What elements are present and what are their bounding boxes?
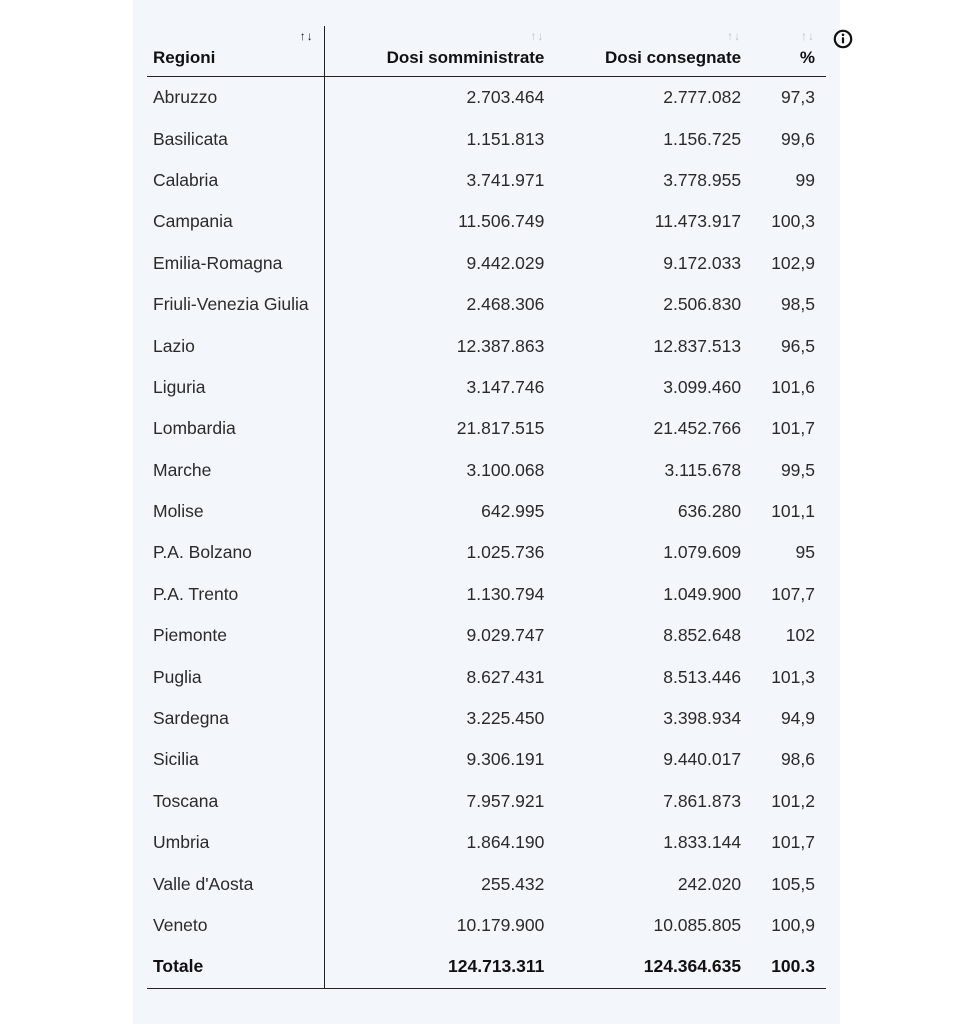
administered-cell: 9.442.029	[466, 252, 545, 273]
region-cell: Puglia	[147, 656, 324, 697]
table-row	[147, 698, 826, 739]
delivered-cell: 8.852.648	[663, 625, 742, 646]
administered-cell: 2.468.306	[466, 294, 545, 315]
table-row	[147, 739, 826, 780]
table-row	[147, 201, 826, 242]
total-delivered: 124.364.635	[544, 946, 741, 988]
percent-cell: 105,5	[771, 873, 815, 894]
percent-cell: 100,3	[771, 211, 815, 232]
administered-cell: 2.703.464	[466, 87, 545, 108]
percent-cell: 95	[795, 542, 815, 563]
administered-cell: 9.306.191	[466, 749, 545, 770]
administered-cell: 1.151.813	[466, 128, 545, 149]
administered-cell: 3.225.450	[466, 708, 545, 729]
region-cell: Piemonte	[147, 615, 324, 656]
percent-cell: 101,1	[771, 501, 815, 522]
percent-cell: 97,3	[780, 87, 815, 108]
delivered-cell: 9.172.033	[663, 252, 742, 273]
column-header-dosi-consegnate[interactable]	[544, 26, 741, 77]
table-row	[147, 615, 826, 656]
administered-cell: 642.995	[481, 501, 545, 522]
delivered-cell: 8.513.446	[663, 666, 742, 687]
administered-cell: 1.130.794	[466, 583, 545, 604]
region-cell: Sicilia	[147, 739, 324, 780]
table-row	[147, 408, 826, 449]
delivered-cell: 3.099.460	[663, 376, 742, 397]
region-cell: Liguria	[147, 367, 324, 408]
percent-cell: 102	[785, 625, 815, 646]
column-header-percent[interactable]	[741, 26, 826, 77]
table-total-row	[147, 946, 826, 988]
percent-cell: 102,9	[771, 252, 815, 273]
sort-icon[interactable]: ↑↓	[801, 29, 815, 43]
delivered-cell: 1.079.609	[663, 542, 742, 563]
administered-cell: 10.179.900	[456, 915, 545, 935]
administered-cell: 12.387.863	[456, 335, 545, 356]
delivered-cell: 10.085.805	[653, 915, 742, 935]
delivered-cell: 3.398.934	[663, 708, 742, 729]
column-header-dosi-somministrate[interactable]	[324, 26, 544, 77]
percent-cell: 98,6	[780, 749, 815, 770]
delivered-cell: 7.861.873	[663, 790, 742, 811]
table-row	[147, 781, 826, 822]
info-icon[interactable]	[833, 29, 853, 49]
table-row	[147, 822, 826, 863]
region-cell: Lombardia	[147, 408, 324, 449]
table-row	[147, 118, 826, 159]
administered-cell: 3.100.068	[466, 459, 545, 480]
delivered-cell: 12.837.513	[653, 335, 742, 356]
total-label: Totale	[147, 946, 324, 988]
region-cell: Valle d'Aosta	[147, 863, 324, 904]
percent-cell: 99,5	[780, 459, 815, 480]
table-row	[147, 574, 826, 615]
delivered-cell: 636.280	[677, 501, 742, 522]
region-cell: Calabria	[147, 160, 324, 201]
delivered-cell: 21.452.766	[653, 418, 742, 439]
percent-cell: 98,5	[780, 294, 815, 315]
delivered-cell: 1.833.144	[663, 832, 742, 853]
region-cell: Emilia-Romagna	[147, 243, 324, 284]
table-row	[147, 656, 826, 697]
column-header-label: %	[799, 48, 815, 67]
delivered-cell: 2.777.082	[663, 87, 742, 108]
table-row	[147, 160, 826, 201]
region-cell: Molise	[147, 491, 324, 532]
region-cell: Marche	[147, 450, 324, 491]
administered-cell: 3.147.746	[466, 376, 545, 397]
region-cell: Sardegna	[147, 698, 324, 739]
table-row	[147, 284, 826, 325]
percent-cell: 100,9	[771, 915, 815, 935]
sort-icon[interactable]: ↑↓	[727, 29, 742, 43]
table-body	[147, 77, 826, 989]
percent-cell: 96,5	[780, 335, 815, 356]
sort-icon[interactable]: ↑↓	[299, 29, 314, 43]
table-row	[147, 491, 826, 532]
vaccine-doses-table	[147, 26, 826, 989]
percent-cell: 99,6	[780, 128, 815, 149]
administered-cell: 8.627.431	[466, 666, 545, 687]
delivered-cell: 9.440.017	[663, 749, 742, 770]
region-cell: Toscana	[147, 781, 324, 822]
region-cell: Umbria	[147, 822, 324, 863]
administered-cell: 21.817.515	[456, 418, 545, 439]
percent-cell: 101,6	[771, 376, 815, 397]
table-row	[147, 450, 826, 491]
delivered-cell: 1.049.900	[663, 583, 742, 604]
region-cell: Campania	[147, 201, 324, 242]
administered-cell: 3.741.971	[466, 169, 545, 190]
delivered-cell: 1.156.725	[663, 128, 742, 149]
region-cell: Veneto	[147, 905, 324, 946]
percent-cell: 99	[795, 169, 815, 190]
percent-cell: 101,7	[771, 418, 815, 439]
percent-cell: 101,7	[771, 832, 815, 853]
column-header-label: Regioni	[153, 48, 216, 67]
table-row	[147, 863, 826, 904]
table-row	[147, 325, 826, 366]
column-header-regioni[interactable]	[147, 26, 324, 77]
total-percent: 100.3	[741, 946, 826, 988]
delivered-cell: 3.778.955	[663, 169, 742, 190]
percent-cell: 107,7	[771, 583, 815, 604]
table-row	[147, 243, 826, 284]
administered-cell: 1.864.190	[466, 832, 545, 853]
region-cell: P.A. Bolzano	[147, 532, 324, 573]
delivered-cell: 2.506.830	[663, 294, 742, 315]
region-cell: P.A. Trento	[147, 574, 324, 615]
table-row	[147, 77, 826, 119]
column-header-label: Dosi somministrate	[386, 48, 545, 67]
region-cell: Basilicata	[147, 118, 324, 159]
region-cell: Lazio	[147, 325, 324, 366]
administered-cell: 9.029.747	[466, 625, 545, 646]
delivered-cell: 242.020	[677, 873, 742, 894]
percent-cell: 94,9	[780, 708, 815, 729]
table-row	[147, 905, 826, 946]
table-header-row	[147, 26, 826, 77]
table-row	[147, 367, 826, 408]
percent-cell: 101,3	[771, 666, 815, 687]
table-row	[147, 532, 826, 573]
region-cell: Abruzzo	[147, 77, 324, 119]
sort-icon[interactable]: ↑↓	[530, 29, 545, 43]
administered-cell: 255.432	[481, 873, 545, 894]
administered-cell: 7.957.921	[466, 790, 545, 811]
delivered-cell: 11.473.917	[654, 211, 742, 232]
administered-cell: 1.025.736	[466, 542, 545, 563]
region-cell: Friuli-Venezia Giulia	[147, 284, 324, 325]
total-administered: 124.713.311	[324, 946, 544, 988]
column-header-label: Dosi consegnate	[605, 48, 742, 67]
percent-cell: 101,2	[771, 790, 815, 811]
delivered-cell: 3.115.678	[664, 459, 742, 480]
administered-cell: 11.506.749	[458, 211, 545, 232]
